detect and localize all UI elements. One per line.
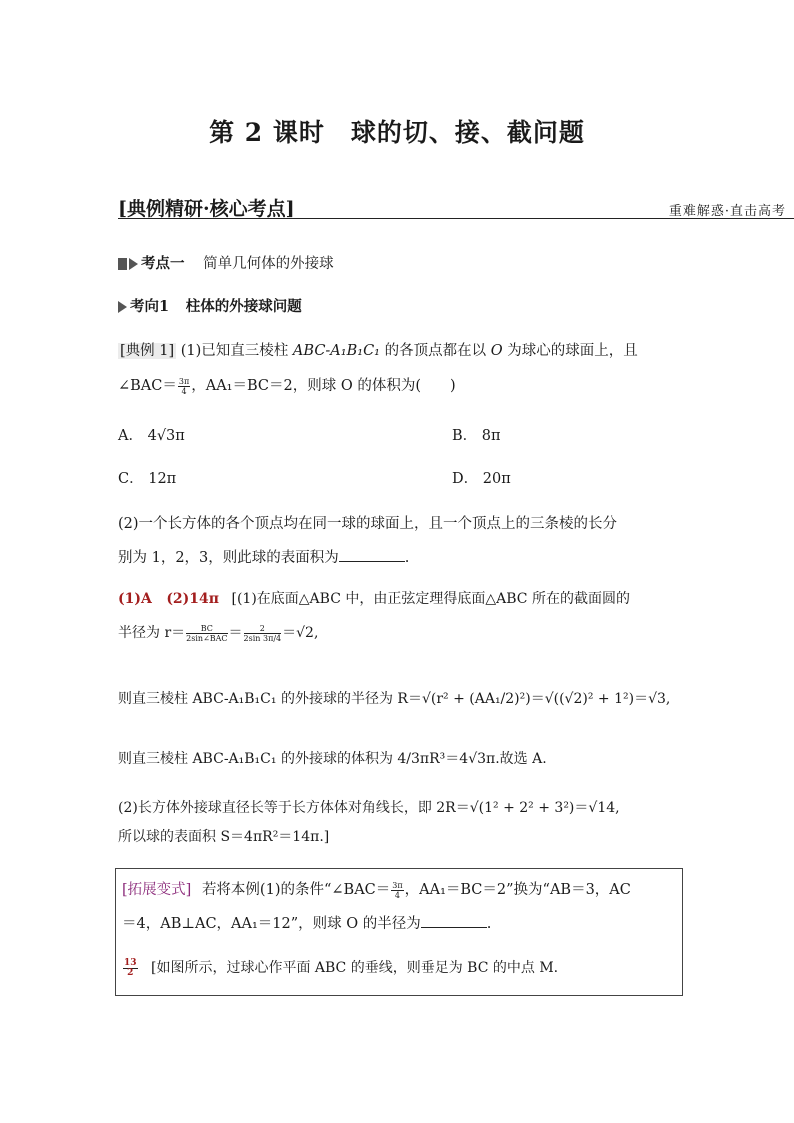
- extension-answer: [122, 957, 558, 978]
- fraction: [391, 881, 403, 900]
- option-value: 8π: [481, 428, 501, 444]
- kaoxiang-row: [118, 295, 302, 316]
- option-a[interactable]: [118, 424, 185, 445]
- example-tag: [典例 1]: [120, 343, 175, 359]
- text: ∠BAC＝: [118, 378, 177, 394]
- extension-line-1: [122, 878, 631, 900]
- option-d[interactable]: [452, 467, 511, 488]
- frac-den: 2sin∠BAC: [186, 633, 228, 643]
- option-value: 4√3π: [147, 428, 185, 444]
- extension-tag: [拓展变式]: [122, 882, 192, 898]
- example-line-2: [118, 374, 456, 396]
- example-line-1: [118, 339, 638, 360]
- kaodian-label: 考点一: [141, 255, 185, 272]
- section-right-label: 重难解惑·直击高考: [668, 204, 786, 219]
- section-heading: [典例精研·核心考点]: [118, 198, 295, 220]
- answer-line-4: 则直三棱柱 ABC-A₁B₁C₁ 的外接球的体积为 4/3πR³＝4√3π.故选 A.: [118, 751, 547, 767]
- answer-line-1: [118, 588, 630, 608]
- extension-line-2: [122, 912, 491, 933]
- frac-num: BC: [186, 624, 227, 634]
- center-name: O: [490, 343, 503, 359]
- text: 的各顶点都在以: [379, 343, 491, 359]
- triangle-icon: [118, 301, 127, 313]
- frac-num: 2: [244, 624, 282, 634]
- text: .: [486, 916, 492, 932]
- text: ＝√2,: [282, 625, 319, 641]
- text: (1)已知直三棱柱: [180, 343, 293, 359]
- frac-num: 13: [124, 957, 137, 968]
- answer-2: (2)14π: [166, 591, 220, 607]
- option-key: B．: [452, 428, 478, 444]
- answer-blank: [421, 915, 487, 928]
- answer-line-6: 所以球的表面积 S＝4πR²＝14π.]: [118, 829, 330, 845]
- option-key: A．: [118, 428, 143, 444]
- option-key: D．: [452, 471, 479, 487]
- frac-den: 4: [394, 890, 400, 900]
- triangle-icon: [129, 258, 138, 270]
- text: [如图所示，过球心作平面 ABC 的垂线，则垂足为 BC 的中点 M.: [150, 960, 559, 976]
- option-key: C．: [118, 471, 144, 487]
- answer-blank: [339, 549, 405, 562]
- option-b[interactable]: [452, 424, 501, 445]
- text: .: [404, 550, 410, 566]
- option-c[interactable]: [118, 467, 176, 488]
- frac-den: 2: [127, 967, 134, 978]
- answer-line-5: (2)长方体外接球直径长等于长方体体对角线长，即 2R＝√(1² + 2² + 3²)＝√14,: [118, 800, 620, 816]
- answer-line-3: 则直三棱柱 ABC-A₁B₁C₁ 的外接球的半径为 R＝√(r² + (AA₁/2)²)＝√((√2)² + 1²)＝√3,: [118, 691, 671, 707]
- kaodian-text: 简单几何体的外接球: [203, 256, 334, 272]
- kaoxiang-text: 柱体的外接球问题: [185, 298, 302, 315]
- frac-den: 4: [181, 386, 187, 396]
- frac-num: 3π: [392, 880, 403, 890]
- text: [(1)在底面△ABC 中，由正弦定理得底面△ABC 所在的截面圆的: [231, 591, 630, 607]
- text: 半径为 r＝: [118, 625, 186, 641]
- marker-icon: [118, 258, 127, 270]
- q2-line-2: [118, 546, 409, 567]
- fraction: [244, 624, 282, 643]
- fraction: [178, 377, 190, 396]
- extension-answer-fraction: [123, 959, 138, 978]
- answer-line-2: 半径为 r＝ $\frac{BC}{\text{2sin∠BAC}}$ ＝ $\frac{2}{2\sin 3\pi/4}$ ＝√2,: [118, 623, 319, 643]
- text: ，AA₁＝BC＝2，则球 O 的体积为( ): [191, 378, 456, 394]
- text: ，AA₁＝BC＝2”换为“AB＝3，AC: [404, 882, 631, 898]
- option-value: 12π: [148, 471, 177, 487]
- q2-line-1: (2)一个长方体的各个顶点均在同一球的球面上，且一个顶点上的三条棱的长分: [118, 516, 618, 532]
- frac-num: 3π: [178, 376, 190, 386]
- text: ＝4，AB⊥AC，AA₁＝12”，则球 O 的半径为: [122, 916, 421, 932]
- option-value: 20π: [482, 471, 511, 487]
- frac-den: 2sin 3π/4: [243, 633, 282, 643]
- text: 为球心的球面上，且: [502, 343, 638, 359]
- fraction: [186, 624, 227, 643]
- prism-name: ABC-A₁B₁C₁: [292, 343, 380, 359]
- text: 别为 1，2，3，则此球的表面积为: [118, 550, 339, 566]
- kaodian-row: [118, 252, 334, 273]
- section-divider: [118, 218, 794, 219]
- text: 若将本例(1)的条件“∠BAC＝: [201, 882, 391, 898]
- answer-1: (1)A: [118, 591, 152, 607]
- page-title: 第 2 课时 球的切、接、截问题: [209, 118, 585, 147]
- kaoxiang-label: 考向1: [130, 298, 170, 315]
